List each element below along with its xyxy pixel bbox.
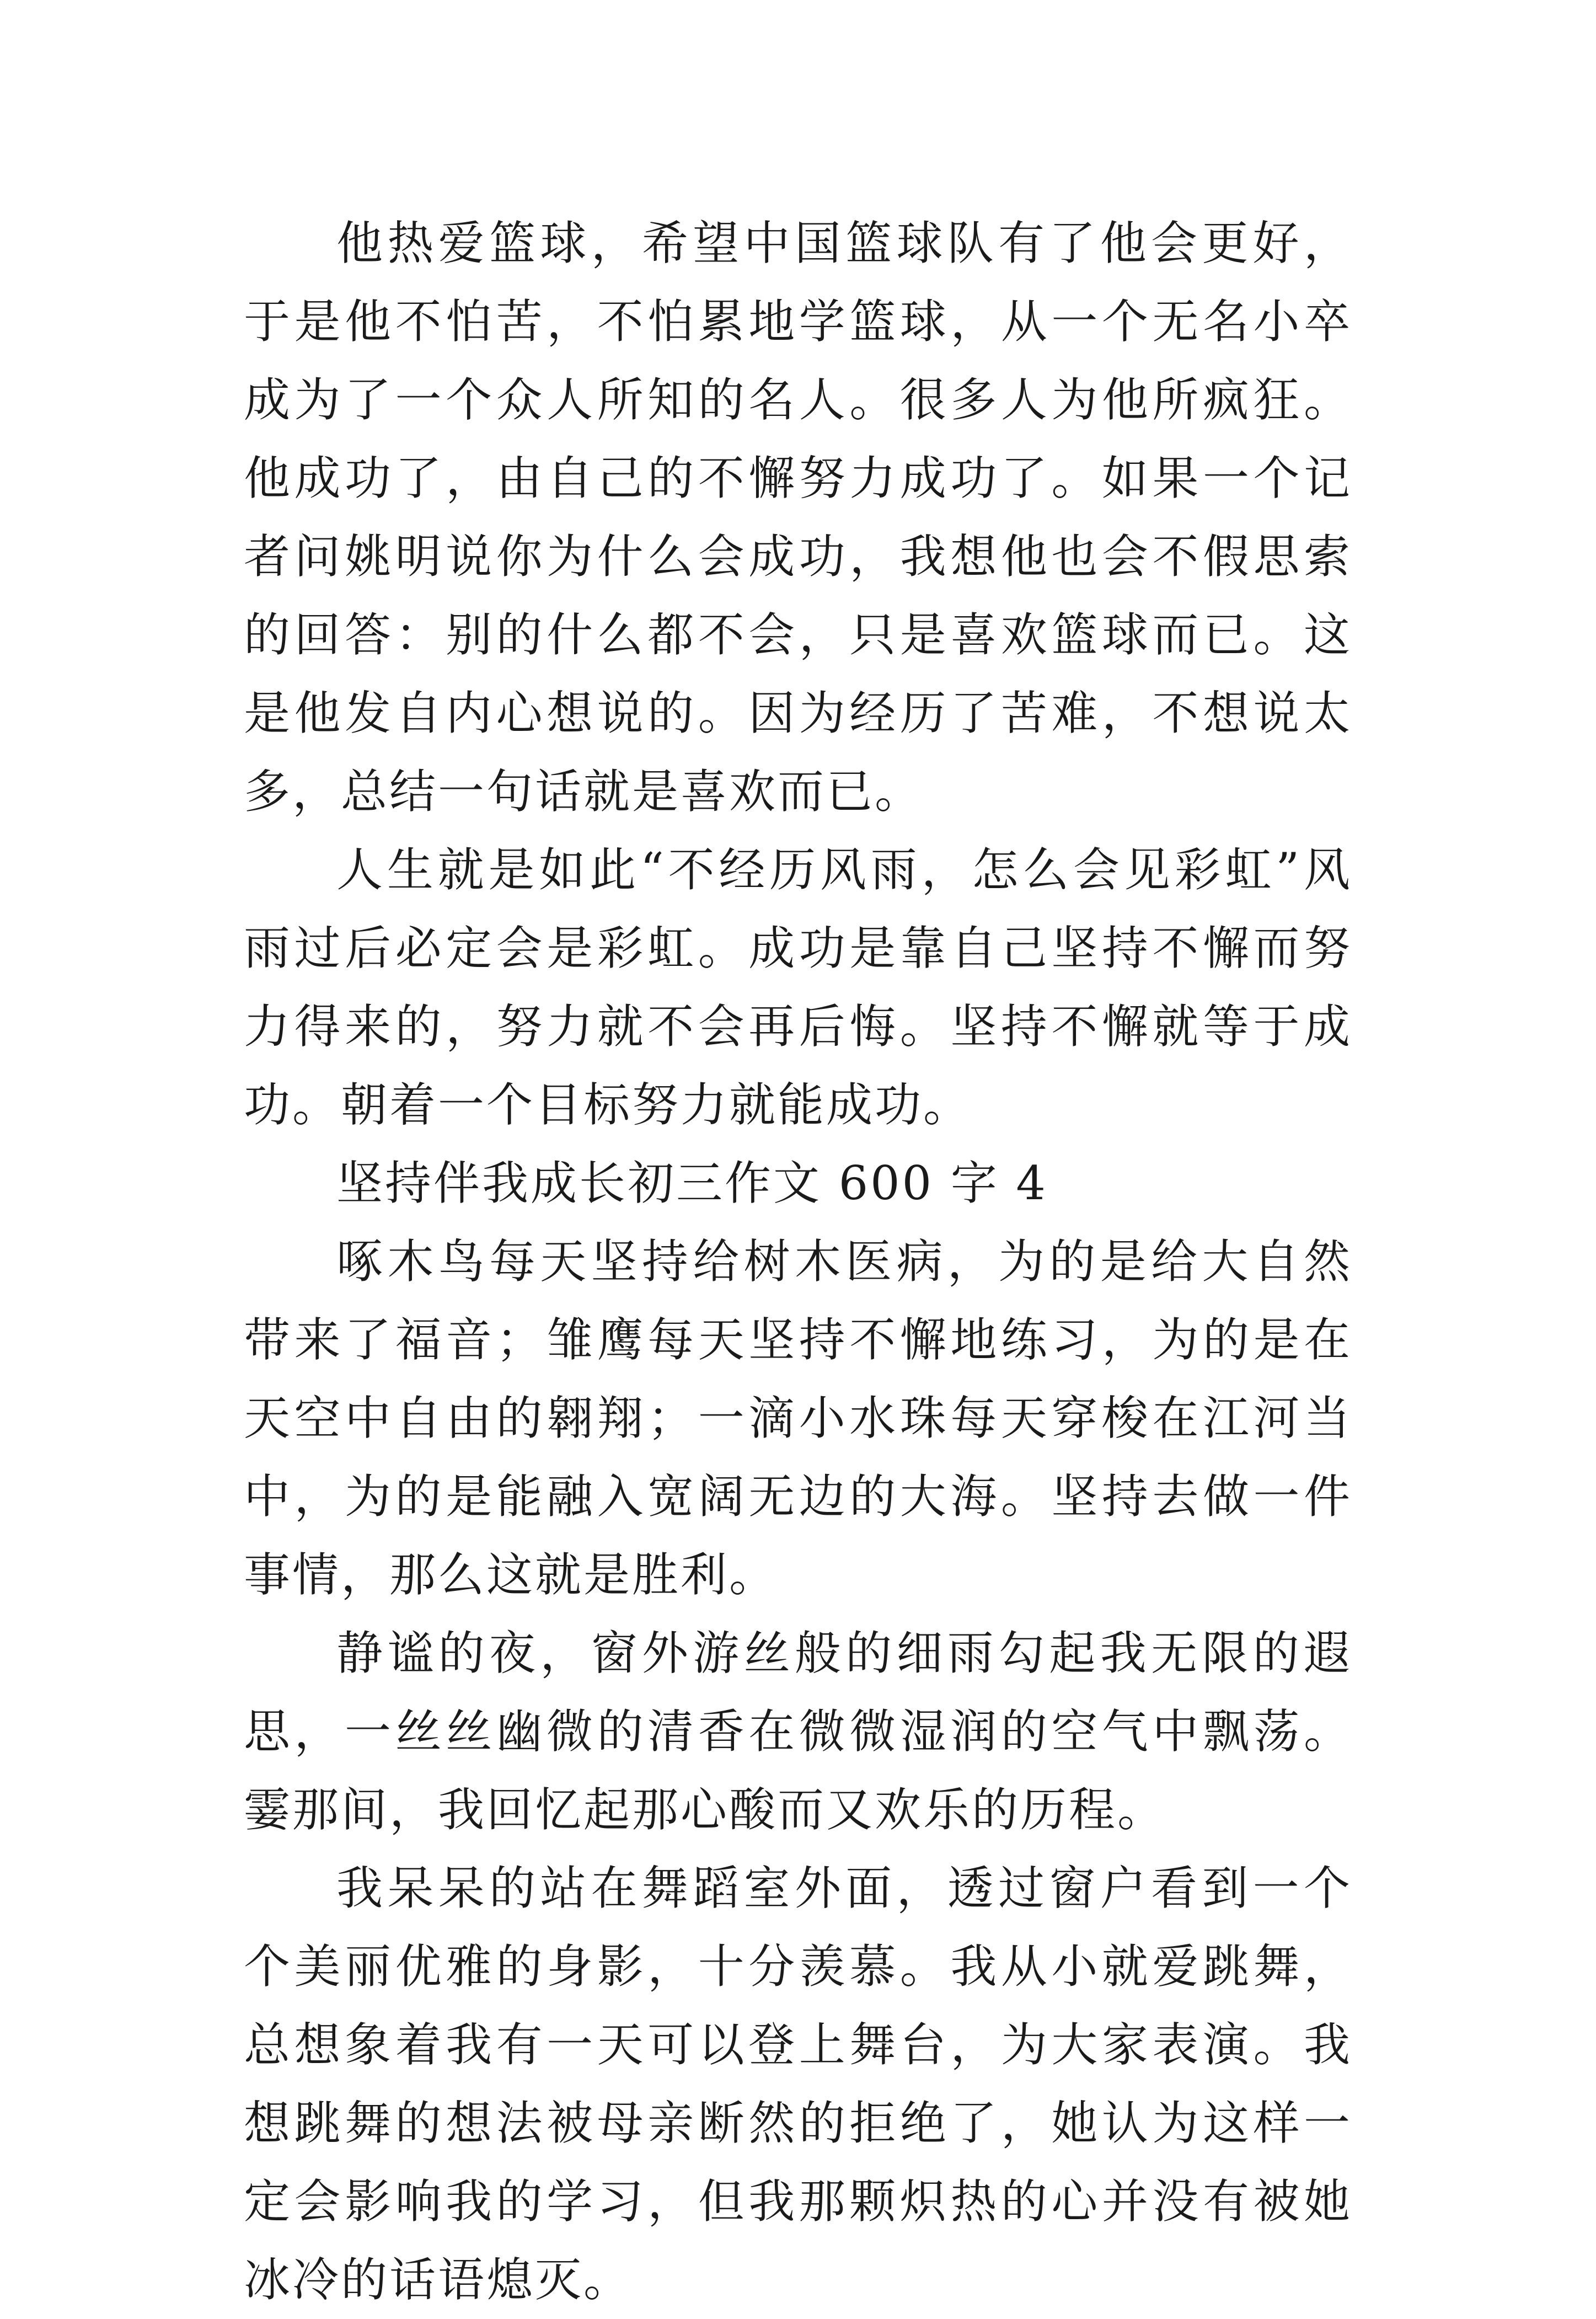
document-body (244, 204, 1352, 2319)
paragraph-yao-ming: 他热爱篮球，希望中国篮球队有了他会更好，于是他不怕苦，不怕累地学篮球，从一个无名小卒成为了一个众人所知的名人。很多人为他所疯狂。他成功了，由自己的不懈努力成功了。如果一个记者问姚明说你为什么会成功，我想他也会不假思索的回答：别的什么都不会，只是喜欢篮球而已。这是他发自内心想说的。因为经历了苦难，不想说太多，总结一句话就是喜欢而已。 (244, 216, 1352, 819)
paragraph-life-rainbow: 人生就是如此“不经历风雨，怎么会见彩虹”风雨过后必定会是彩虹。成功是靠自己坚持不懈而努力得来的，努力就不会再后悔。坚持不懈就等于成功。朝着一个目标努力就能成功。 (244, 843, 1352, 1132)
section-title: 坚持伴我成长初三作文 600 字 4 (336, 1156, 1048, 1210)
paragraph-dance-room: 我呆呆的站在舞蹈室外面，透过窗户看到一个个美丽优雅的身影，十分羡慕。我从小就爱跳舞，总想象着我有一天可以登上舞台，为大家表演。我想跳舞的想法被母亲断然的拒绝了，她认为这样一定会影响我的学习，但我那颗炽热的心并没有被她冰冷的话语熄灭。 (244, 1861, 1352, 2307)
paragraph-woodpecker: 啄木鸟每天坚持给树木医病，为的是给大自然带来了福音；雏鹰每天坚持不懈地练习，为的是在天空中自由的翱翔；一滴小水珠每天穿梭在江河当中，为的是能融入宽阔无边的大海。坚持去做一件事情，那么这就是胜利。 (244, 1235, 1352, 1602)
paragraph-quiet-night: 静谧的夜，窗外游丝般的细雨勾起我无限的遐思，一丝丝幽微的清香在微微湿润的空气中飘荡。霎那间，我回忆起那心酸而又欢乐的历程。 (244, 1626, 1352, 1837)
